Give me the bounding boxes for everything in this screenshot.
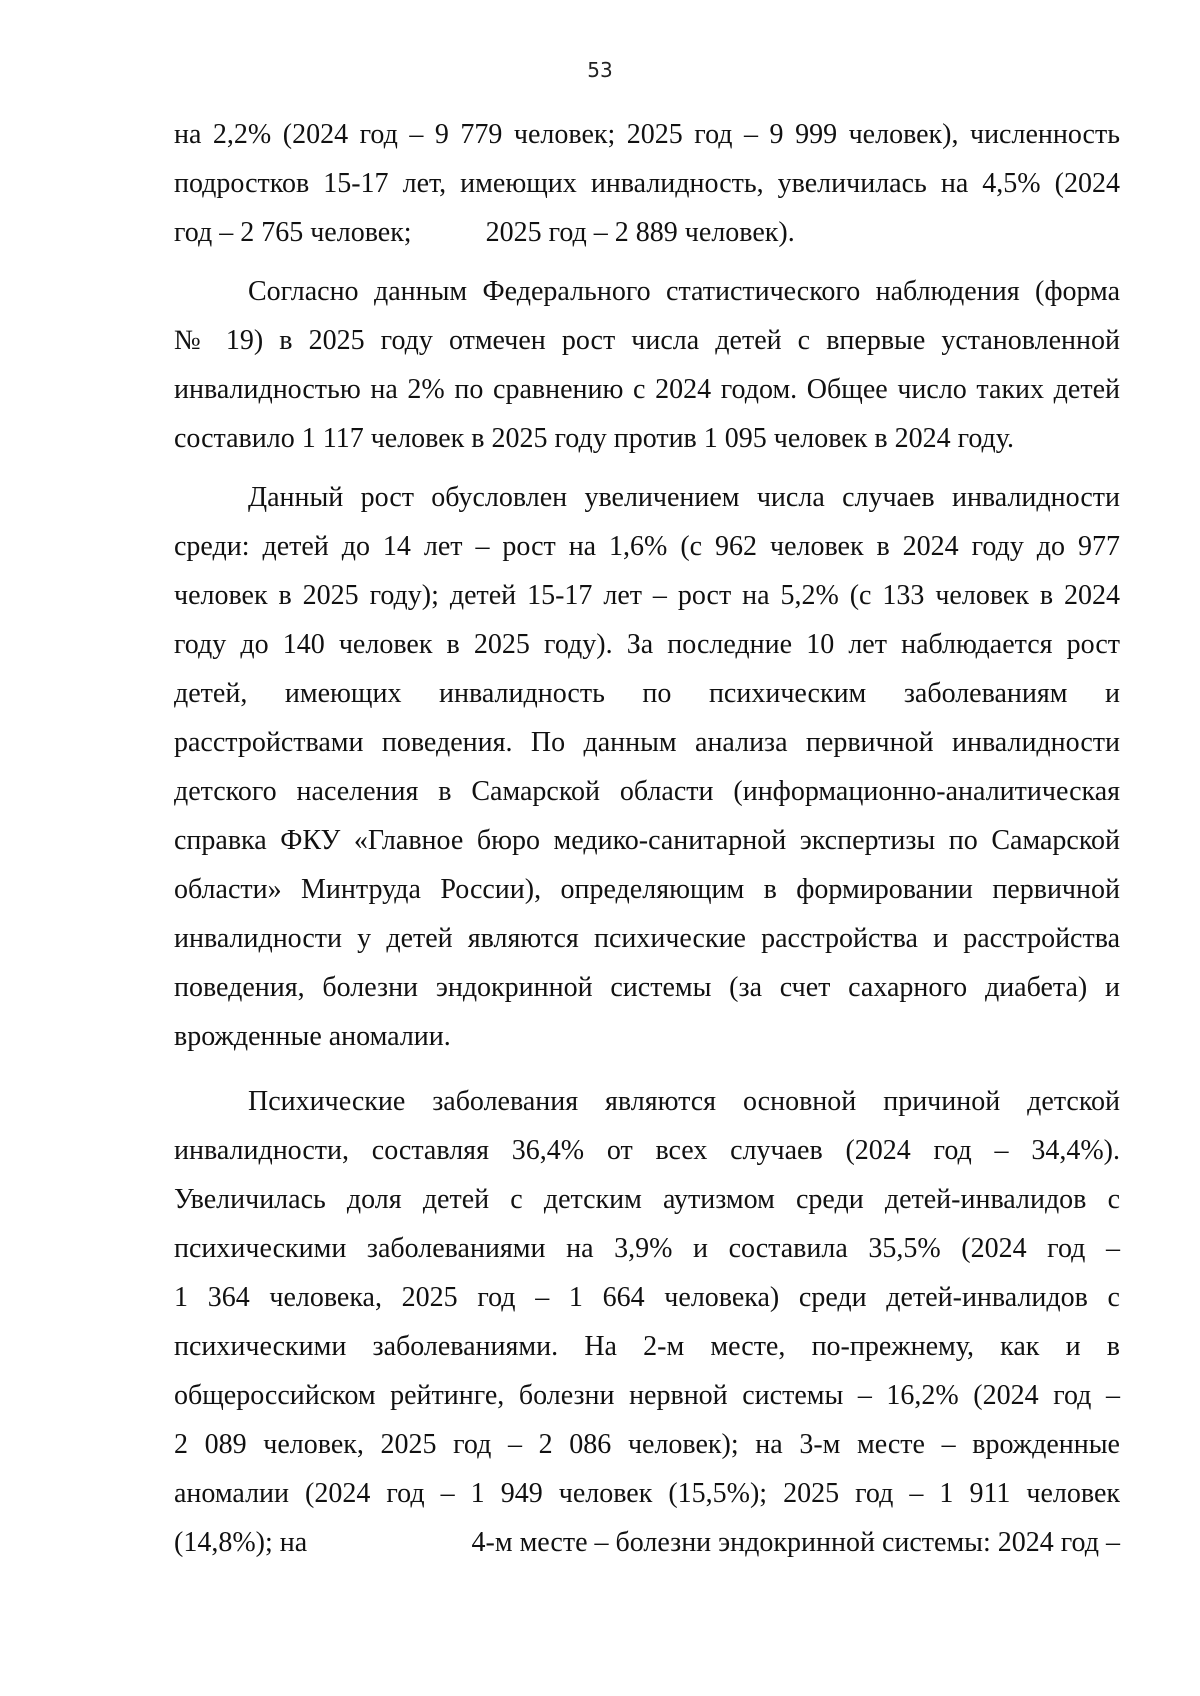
body-text: [174, 110, 1120, 1567]
text-fragment: 2025 год – 2 889 человек).: [485, 217, 795, 248]
text-line: поведения, болезни эндокринной системы (за счет сахарного диабета) и: [174, 972, 1120, 1003]
text-line: врожденные аномалии.: [174, 1021, 451, 1052]
text-line: № 19) в 2025 году отмечен рост числа детей с впервые установленной: [174, 325, 1120, 356]
page-number: 53: [587, 58, 613, 82]
text-line: среди: детей до 14 лет – рост на 1,6% (с 962 человек в 2024 году до 977: [174, 531, 1120, 562]
text-line: инвалидности у детей являются психические расстройства и расстройства: [174, 923, 1120, 954]
text-line: Психические заболевания являются основной причиной детской: [248, 1086, 1120, 1117]
paragraph-4: [174, 1077, 1120, 1567]
text-line: области» Минтруда России), определяющим в формировании первичной: [174, 874, 1120, 905]
text-line: детей, имеющих инвалидность по психическим заболеваниям и: [174, 678, 1120, 709]
text-line: психическими заболеваниями на 3,9% и составила 35,5% (2024 год –: [174, 1233, 1120, 1264]
text-line: [174, 1518, 1120, 1567]
text-line: 2 089 человек, 2025 год – 2 086 человек); на 3-м месте – врожденные: [174, 1429, 1120, 1460]
paragraph-3: [174, 473, 1120, 1061]
text-line: подростков 15-17 лет, имеющих инвалидность, увеличилась на 4,5% (2024: [174, 168, 1120, 199]
text-fragment: (14,8%); на: [174, 1527, 308, 1558]
text-line: году до 140 человек в 2025 году). За последние 10 лет наблюдается рост: [174, 629, 1120, 660]
text-line: Увеличилась доля детей с детским аутизмом среди детей-инвалидов с: [174, 1184, 1120, 1215]
text-line: человек в 2025 году); детей 15-17 лет – рост на 5,2% (с 133 человек в 2024: [174, 580, 1120, 611]
text-line: общероссийском рейтинге, болезни нервной системы – 16,2% (2024 год –: [174, 1380, 1120, 1411]
text-line: инвалидностью на 2% по сравнению с 2024 годом. Общее число таких детей: [174, 374, 1120, 405]
text-line: инвалидности, составляя 36,4% от всех случаев (2024 год – 34,4%).: [174, 1135, 1120, 1166]
text-line: Согласно данным Федерального статистического наблюдения (форма: [248, 276, 1120, 307]
text-line: [174, 208, 1120, 257]
text-line: психическими заболеваниями. На 2-м месте, по-прежнему, как и в: [174, 1331, 1120, 1362]
text-line: аномалии (2024 год – 1 949 человек (15,5%); 2025 год – 1 911 человек: [174, 1478, 1120, 1509]
text-fragment: год – 2 765 человек;: [174, 217, 412, 248]
text-line: на 2,2% (2024 год – 9 779 человек; 2025 год – 9 999 человек), численность: [174, 119, 1120, 150]
text-line: 1 364 человека, 2025 год – 1 664 человека) среди детей-инвалидов с: [174, 1282, 1120, 1313]
paragraph-1: [174, 110, 1120, 257]
text-fragment: 4-м месте – болезни эндокринной системы: 2024 год –: [471, 1527, 1120, 1558]
text-line: расстройствами поведения. По данным анализа первичной инвалидности: [174, 727, 1120, 758]
text-line: детского населения в Самарской области (информационно-аналитическая: [174, 776, 1120, 807]
text-line: составило 1 117 человек в 2025 году против 1 095 человек в 2024 году.: [174, 423, 1014, 454]
text-line: справка ФКУ «Главное бюро медико-санитарной экспертизы по Самарской: [174, 825, 1120, 856]
paragraph-2: [174, 267, 1120, 463]
text-line: Данный рост обусловлен увеличением числа случаев инвалидности: [248, 482, 1120, 513]
